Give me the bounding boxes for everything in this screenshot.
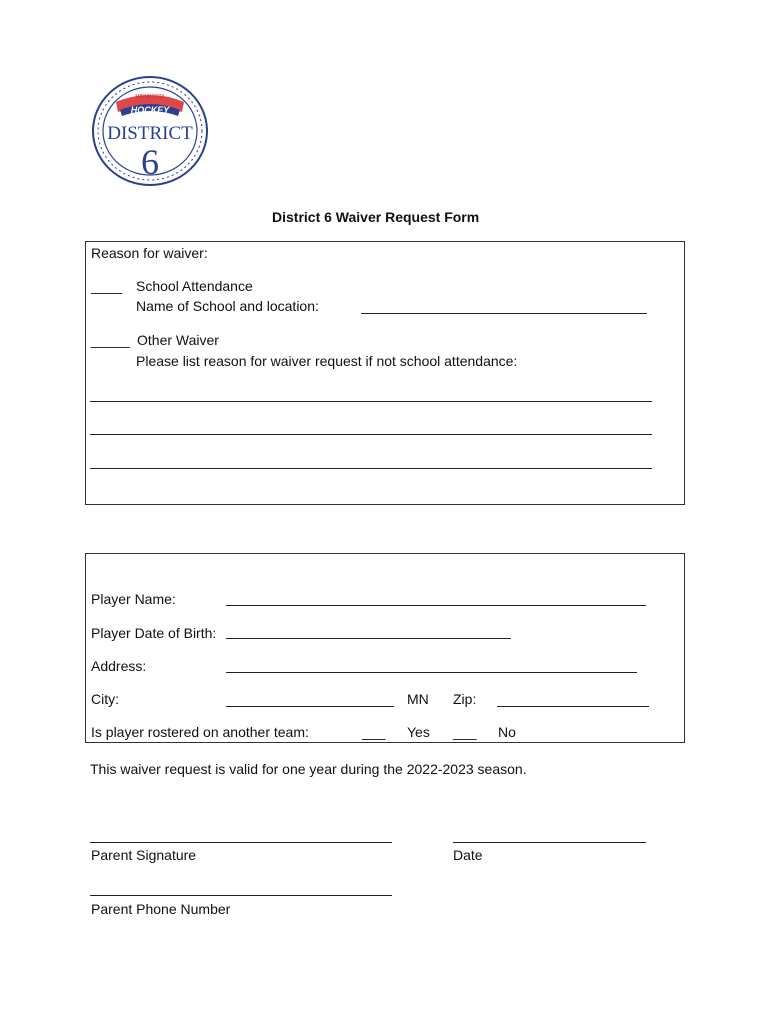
parent-phone-field[interactable] bbox=[90, 895, 392, 896]
svg-text:HOCKEY: HOCKEY bbox=[130, 105, 170, 115]
reason-line-1[interactable] bbox=[90, 401, 652, 402]
reason-line-3[interactable] bbox=[90, 468, 652, 469]
parent-signature-label: Parent Signature bbox=[91, 847, 197, 863]
player-dob-label: Player Date of Birth: bbox=[91, 625, 217, 641]
parent-phone-label: Parent Phone Number bbox=[91, 901, 231, 917]
date-label: Date bbox=[453, 847, 483, 863]
zip-field[interactable] bbox=[497, 706, 649, 707]
rostered-yes-label: Yes bbox=[407, 724, 430, 740]
rostered-yes-checkbox[interactable]: ___ bbox=[362, 724, 386, 740]
validity-note: This waiver request is valid for one year during the 2022-2023 season. bbox=[90, 761, 527, 777]
school-name-label: Name of School and location: bbox=[136, 298, 319, 314]
school-attendance-label: School Attendance bbox=[136, 278, 253, 294]
svg-text:MINNESOTA: MINNESOTA bbox=[135, 94, 165, 100]
other-waiver-label: Other Waiver bbox=[137, 332, 219, 348]
zip-label: Zip: bbox=[453, 691, 477, 707]
address-field[interactable] bbox=[226, 672, 637, 673]
player-name-label: Player Name: bbox=[91, 591, 176, 607]
school-attendance-checkbox[interactable]: ____ bbox=[91, 278, 123, 294]
parent-signature-field[interactable] bbox=[90, 842, 392, 843]
address-label: Address: bbox=[91, 658, 147, 674]
other-reason-prompt: Please list reason for waiver request if not school attendance: bbox=[136, 353, 518, 369]
date-field[interactable] bbox=[453, 842, 646, 843]
player-name-field[interactable] bbox=[226, 605, 646, 606]
school-name-field[interactable] bbox=[361, 313, 647, 314]
reason-label: Reason for waiver: bbox=[91, 245, 208, 261]
player-dob-field[interactable] bbox=[226, 638, 511, 639]
other-waiver-checkbox[interactable]: _____ bbox=[91, 332, 130, 348]
district-6-logo bbox=[92, 76, 212, 186]
rostered-no-label: No bbox=[498, 724, 516, 740]
rostered-question: Is player rostered on another team: bbox=[91, 724, 309, 740]
city-field[interactable] bbox=[226, 706, 394, 707]
rostered-no-checkbox[interactable]: ___ bbox=[453, 724, 477, 740]
city-label: City: bbox=[91, 691, 119, 707]
form-title: District 6 Waiver Request Form bbox=[272, 209, 480, 225]
state-value: MN bbox=[407, 691, 429, 707]
svg-text:6: 6 bbox=[141, 142, 159, 182]
svg-text:DISTRICT: DISTRICT bbox=[107, 123, 193, 144]
player-section bbox=[85, 553, 685, 743]
reason-line-2[interactable] bbox=[90, 434, 652, 435]
logo-seal-icon bbox=[92, 76, 212, 186]
